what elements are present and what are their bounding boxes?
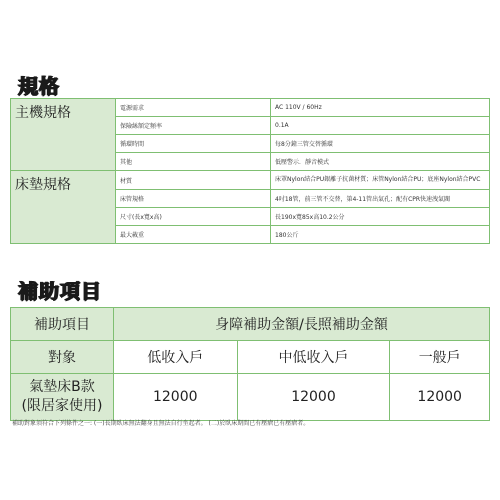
aid-amount-row <box>11 374 490 421</box>
spec-value: 180公斤 <box>271 226 490 244</box>
aid-target-label: 對象 <box>11 341 114 374</box>
spec-label: 床管規格 <box>116 190 271 208</box>
spec-value: 每8分鐘三管交替循環 <box>271 135 490 153</box>
spec-table <box>10 98 490 244</box>
spec-label: 保險絲額定頻率 <box>116 117 271 135</box>
spec-value: 4吋18管，前三管不交替，第4-11管出氣孔；配有CPR快速洩氣閥 <box>271 190 490 208</box>
aid-target-low-income: 低收入戶 <box>114 341 238 374</box>
spec-label: 材質 <box>116 171 271 190</box>
host-spec-title: 主機規格 <box>11 99 116 171</box>
aid-target-mid-low-income: 中低收入戶 <box>237 341 390 374</box>
spec-value: 床罩Nylon結合PU銀離子抗菌材質；床管Nylon結合PU；底座Nylon結合PVC <box>271 171 490 190</box>
spec-label: 電源需求 <box>116 99 271 117</box>
aid-heading: 補助項目 <box>18 279 102 303</box>
spec-row <box>11 171 490 190</box>
mattress-spec-title: 床墊規格 <box>11 171 116 244</box>
spec-label: 循環時間 <box>116 135 271 153</box>
spec-label: 其他 <box>116 153 271 171</box>
aid-header-label: 補助項目 <box>11 308 114 341</box>
aid-item-name <box>11 374 114 421</box>
spec-value: 長190x寬85x高10.2公分 <box>271 208 490 226</box>
spec-label: 尺寸(長x寬x高) <box>116 208 271 226</box>
spec-value: AC 110V / 60Hz <box>271 99 490 117</box>
aid-header-row <box>11 308 490 341</box>
spec-value: 低壓警示．靜音模式 <box>271 153 490 171</box>
aid-header-amount: 身障補助金額/長照補助金額 <box>114 308 490 341</box>
aid-item-line1: 氣墊床B款 <box>29 379 95 395</box>
aid-amount-general: 12000 <box>390 374 490 421</box>
aid-amount-low-income: 12000 <box>114 374 238 421</box>
spec-row <box>11 99 490 117</box>
aid-amount-mid-low-income: 12000 <box>237 374 390 421</box>
spec-value: 0.1A <box>271 117 490 135</box>
aid-table <box>10 307 490 421</box>
spec-heading: 規格 <box>18 74 60 98</box>
aid-target-row <box>11 341 490 374</box>
aid-target-general: 一般戶 <box>390 341 490 374</box>
aid-item-line2: (限居家使用) <box>21 398 103 414</box>
spec-label: 最大載重 <box>116 226 271 244</box>
aid-footnote: 補助對象須符合下列條件之一: (一)長期臥床無法翻身且無法自行坐起者。 (二)於臥床期間已有壓瘡已有壓瘡者。 <box>12 420 310 427</box>
